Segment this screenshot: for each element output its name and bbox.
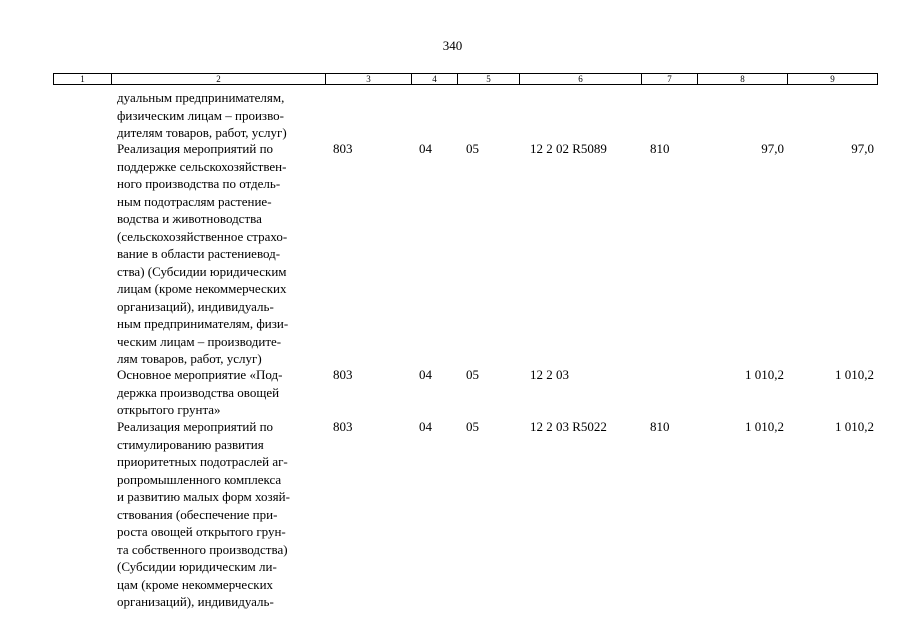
name-line: стимулированию развития bbox=[117, 436, 264, 452]
cell-admin-code: 803 bbox=[333, 367, 353, 382]
name-line: организаций), индивидуаль- bbox=[117, 298, 274, 314]
name-line: приоритетных подотраслей аг- bbox=[117, 454, 288, 469]
name-line: лицам (кроме некоммерческих bbox=[117, 281, 287, 296]
cell-section: 04 bbox=[419, 419, 432, 434]
cell-section: 04 bbox=[419, 141, 432, 156]
row-name bbox=[117, 89, 329, 142]
cell-expense-type: 810 bbox=[650, 141, 670, 156]
header-col-3: 3 bbox=[326, 74, 412, 85]
name-line: дуальным предпринимателям, bbox=[117, 90, 285, 105]
name-line: водства и животноводства bbox=[117, 211, 262, 226]
name-line: и развитию малых форм хозяй- bbox=[117, 489, 290, 504]
name-line: ческим лицам – производите- bbox=[117, 333, 282, 349]
name-line: роста овощей открытого грун- bbox=[117, 524, 286, 539]
header-col-1: 1 bbox=[54, 74, 112, 85]
row-name bbox=[117, 366, 329, 419]
name-line: та собственного производства) bbox=[117, 541, 288, 557]
cell-amount-2: 1 010,2 bbox=[835, 367, 874, 382]
cell-target-article: 12 2 03 bbox=[530, 367, 569, 382]
table-header bbox=[53, 73, 878, 85]
cell-subsection: 05 bbox=[466, 367, 479, 382]
name-line: ства) (Субсидии юридическим bbox=[117, 263, 287, 279]
name-line: лям товаров, работ, услуг) bbox=[117, 351, 262, 366]
header-col-9: 9 bbox=[788, 74, 878, 85]
name-line: ропромышленного комплекса bbox=[117, 471, 282, 487]
cell-subsection: 05 bbox=[466, 419, 479, 434]
cell-amount-2: 1 010,2 bbox=[835, 419, 874, 434]
row-name bbox=[117, 140, 329, 368]
cell-target-article: 12 2 02 R5089 bbox=[530, 141, 607, 156]
name-line: ным предпринимателям, физи- bbox=[117, 316, 289, 331]
cell-amount-2: 97,0 bbox=[851, 141, 874, 156]
name-line: дителям товаров, работ, услуг) bbox=[117, 125, 287, 140]
row-name bbox=[117, 418, 329, 611]
name-line: держка производства овощей bbox=[117, 384, 280, 400]
name-line: ным подотраслям растение- bbox=[117, 193, 272, 209]
cell-expense-type: 810 bbox=[650, 419, 670, 434]
header-col-5: 5 bbox=[458, 74, 520, 85]
cell-admin-code: 803 bbox=[333, 419, 353, 434]
page-number: 340 bbox=[442, 38, 463, 53]
cell-amount-1: 97,0 bbox=[761, 141, 784, 156]
name-line: Реализация мероприятий по bbox=[117, 141, 274, 156]
name-line: поддержке сельскохозяйствен- bbox=[117, 158, 287, 174]
name-line: ствования (обеспечение при- bbox=[117, 506, 278, 522]
name-line: организаций), индивидуаль- bbox=[117, 594, 274, 609]
name-line: (Субсидии юридическим ли- bbox=[117, 559, 277, 574]
name-line: ного производства по отдель- bbox=[117, 176, 281, 191]
cell-amount-1: 1 010,2 bbox=[745, 367, 784, 382]
header-col-4: 4 bbox=[412, 74, 458, 85]
header-col-2: 2 bbox=[112, 74, 326, 85]
header-col-7: 7 bbox=[642, 74, 698, 85]
name-line: цам (кроме некоммерческих bbox=[117, 576, 274, 592]
header-col-6: 6 bbox=[520, 74, 642, 85]
name-line: Реализация мероприятий по bbox=[117, 419, 274, 434]
name-line: открытого грунта» bbox=[117, 402, 221, 417]
cell-target-article: 12 2 03 R5022 bbox=[530, 419, 607, 434]
cell-amount-1: 1 010,2 bbox=[745, 419, 784, 434]
name-line: Основное мероприятие «Под- bbox=[117, 367, 283, 382]
name-line: (сельскохозяйственное страхо- bbox=[117, 228, 288, 244]
name-line: физическим лицам – произво- bbox=[117, 107, 284, 123]
header-col-8: 8 bbox=[698, 74, 788, 85]
cell-subsection: 05 bbox=[466, 141, 479, 156]
cell-admin-code: 803 bbox=[333, 141, 353, 156]
cell-section: 04 bbox=[419, 367, 432, 382]
name-line: вание в области растениевод- bbox=[117, 246, 281, 261]
